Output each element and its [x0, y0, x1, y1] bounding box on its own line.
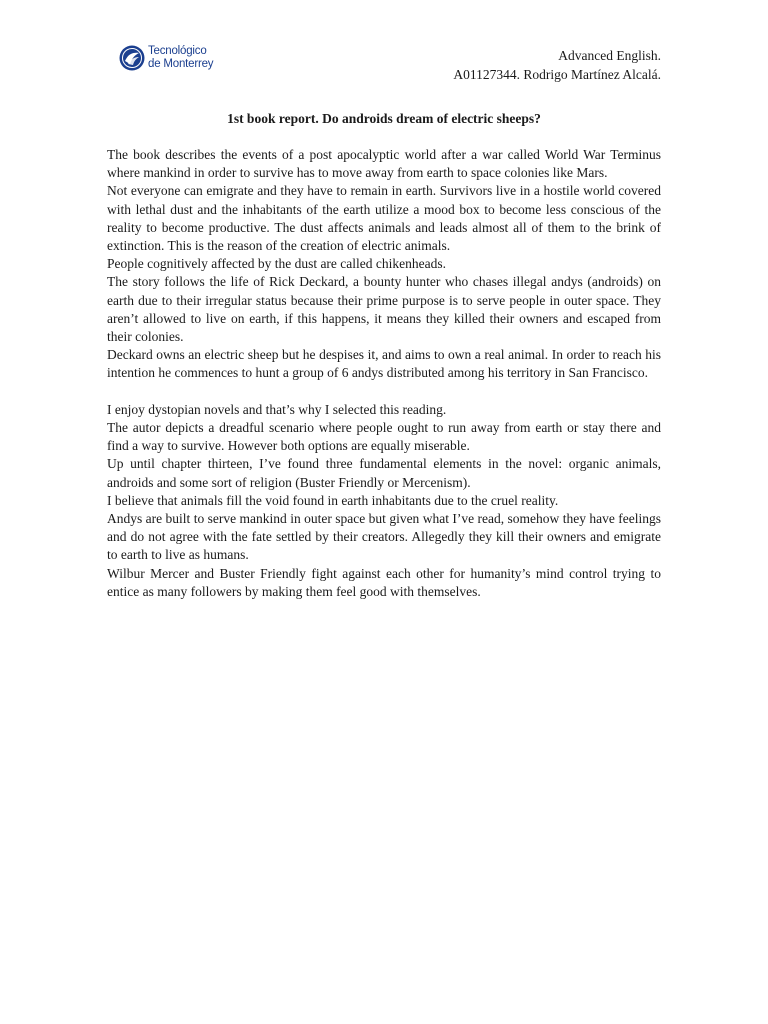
body-paragraph: The story follows the life of Rick Deckard, a bounty hunter who chases illegal andys (androids) on earth due to their irregular status because their prime purpose is to serve people in outer space. They aren’t allowed to live on earth, if this happens, it means they killed their owners and escaped from their colonies.	[107, 274, 661, 345]
body-paragraph: I believe that animals fill the void found in earth inhabitants due to the cruel reality.	[107, 492, 559, 508]
report-title: 1st book report. Do androids dream of electric sheeps?	[227, 111, 541, 126]
document-header	[453, 46, 661, 84]
body-paragraph: Up until chapter thirteen, I’ve found three fundamental elements in the novel: organic animals, androids and some sort of religion (Buster Friendly or Mercenism).	[107, 456, 661, 490]
body-paragraph: The autor depicts a dreadful scenario where people ought to run away from earth or stay there and find a way to survive. However both options are equally miserable.	[107, 420, 661, 454]
institution-name-line1: Tecnológico	[148, 45, 207, 57]
body-paragraph: Andys are built to serve mankind in outer space but given what I’ve read, somehow they have feelings and do not agree with the fate settled by their creators. Allegedly they kill their owners and emigrate to earth to live as humans.	[107, 511, 661, 563]
paragraph-spacer	[107, 383, 661, 401]
institution-name-line2: de Monterrey	[148, 58, 214, 70]
institution-name	[148, 45, 213, 71]
student-id-name: A01127344. Rodrigo Martínez Alcalá.	[453, 67, 661, 82]
institution-logo	[119, 45, 213, 71]
body-paragraph: Not everyone can emigrate and they have to remain in earth. Survivors live in a hostile world covered with lethal dust and the inhabitants of the earth utilize a mood box to become less conscious of the reality to become productive. The dust affects animals and leads almost all of them to the brink of extinction. This is the reason of the creation of electric animals.	[107, 183, 661, 254]
body-paragraph: People cognitively affected by the dust are called chikenheads.	[107, 256, 446, 272]
body-paragraph: The book describes the events of a post apocalyptic world after a war called World War Terminus where mankind in order to survive has to move away from earth to space colonies like Mars.	[107, 147, 661, 181]
body-paragraph: Deckard owns an electric sheep but he despises it, and aims to own a real animal. In order to reach his intention he commences to hunt a group of 6 andys distributed among his territory in San Francisco.	[107, 347, 661, 381]
body-paragraph: Wilbur Mercer and Buster Friendly fight against each other for humanity’s mind control trying to entice as many followers by making them feel good with themselves.	[107, 565, 661, 599]
course-name: Advanced English.	[558, 48, 661, 63]
body-paragraph: I enjoy dystopian novels and that’s why I selected this reading.	[107, 401, 447, 417]
report-body	[107, 146, 661, 601]
tec-de-monterrey-seal-icon	[119, 45, 145, 71]
